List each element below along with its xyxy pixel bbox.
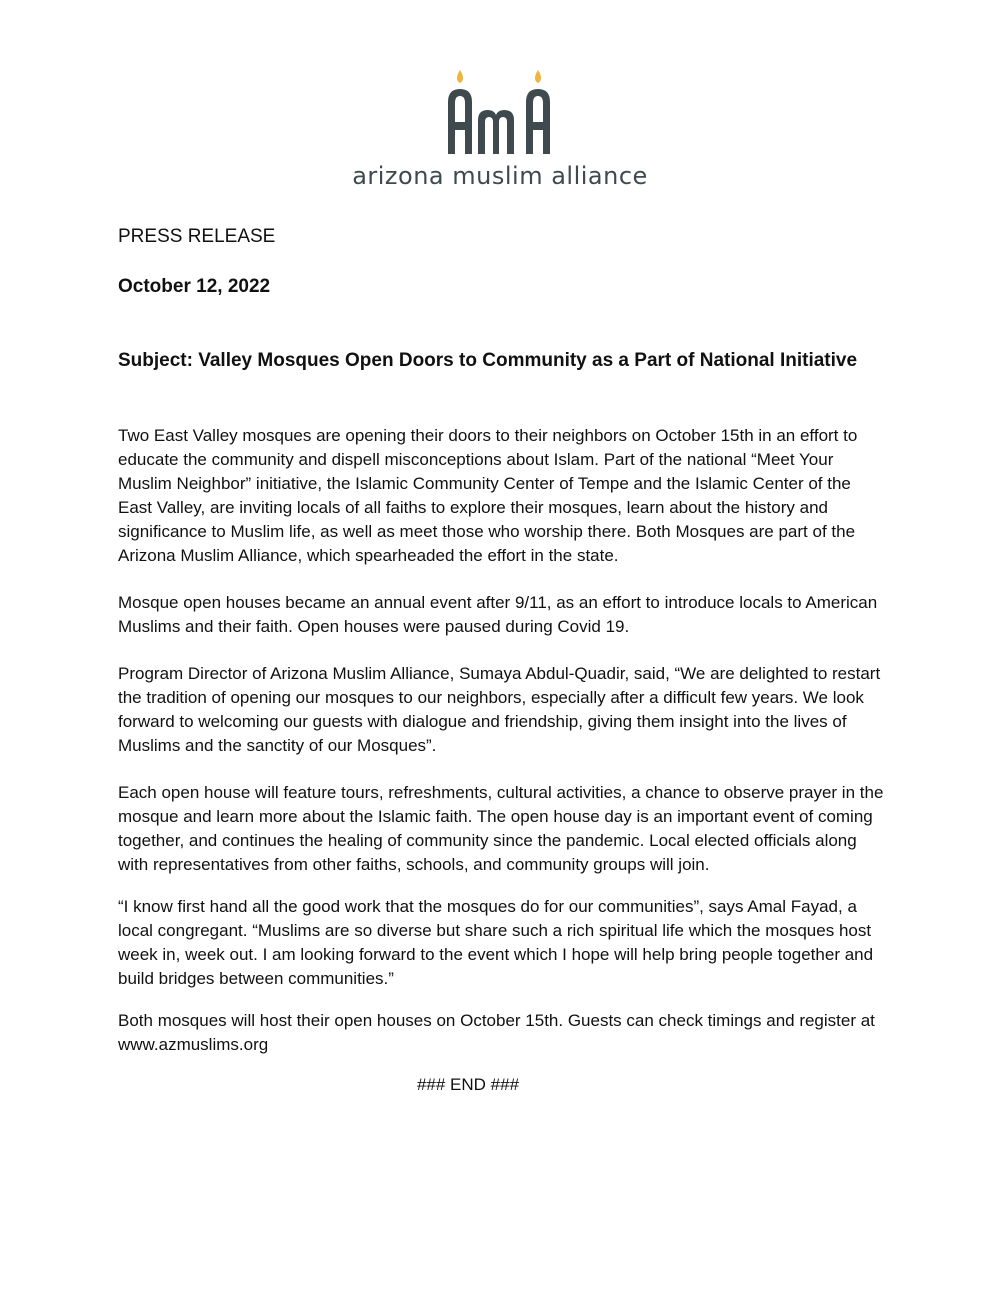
logo-letter-a-right [526,89,550,154]
subject-line: Subject: Valley Mosques Open Doors to Community as a Part of National Initiative [118,350,858,371]
paragraph-registration: Both mosques will host their open houses on October 15th. Guests can check timings and register at www.azmuslims.org [118,1011,875,1054]
paragraph-history: Mosque open houses became an annual event after 9/11, as an effort to introduce locals to American Muslims and their faith. Open houses were paused during Covid 19. [118,593,878,636]
end-marker: ### END ### [416,1075,520,1094]
release-date: October 12, 2022 [118,276,271,297]
document-label: PRESS RELEASE [118,226,276,247]
logo-letter-a-left [448,89,472,154]
left-flame-icon [457,70,463,83]
organization-logo [350,62,650,192]
logo-letter-m [478,110,514,154]
right-flame-icon [535,70,541,83]
paragraph-event-details: Each open house will feature tours, refreshments, cultural activities, a chance to observe prayer in the mosque and learn more about the Islamic faith. The open house day is an important event of coming together, and continues the healing of community since the pandemic. Local elected officials along with representatives from other faiths, schools, and community groups will join. [118,783,884,874]
logo-wordmark: arizona muslim alliance [352,162,648,190]
press-release-content [118,226,888,1095]
paragraph-congregant-quote: “I know first hand all the good work that the mosques do for our communities”, says Amal Fayad, a local congregant. “Muslims are so diverse but share such a rich spiritual life which the mosques host week in, week out. I am looking forward to the event which I hope will help bring people together and build bridges between communities.” [118,897,874,988]
paragraph-intro: Two East Valley mosques are opening their doors to their neighbors on October 15th in an effort to educate the community and dispell misconceptions about Islam. Part of the national “Meet Your Muslim Neighbor” initiative, the Islamic Community Center of Tempe and the Islamic Center of the East Valley, are inviting locals of all faiths to explore their mosques, learn about the history and significance to Muslim life, as well as meet those who worship there. Both Mosques are part of the Arizona Muslim Alliance, which spearheaded the effort in the state. [118,426,858,565]
paragraph-director-quote: Program Director of Arizona Muslim Alliance, Sumaya Abdul-Quadir, said, “We are delighted to restart the tradition of opening our mosques to our neighbors, especially after a difficult few years. We look forward to welcoming our guests with dialogue and friendship, giving them insight into the lives of Muslims and the sanctity of our Mosques”. [118,664,881,755]
ama-logo-mark [445,62,555,158]
body-text [118,424,888,1057]
